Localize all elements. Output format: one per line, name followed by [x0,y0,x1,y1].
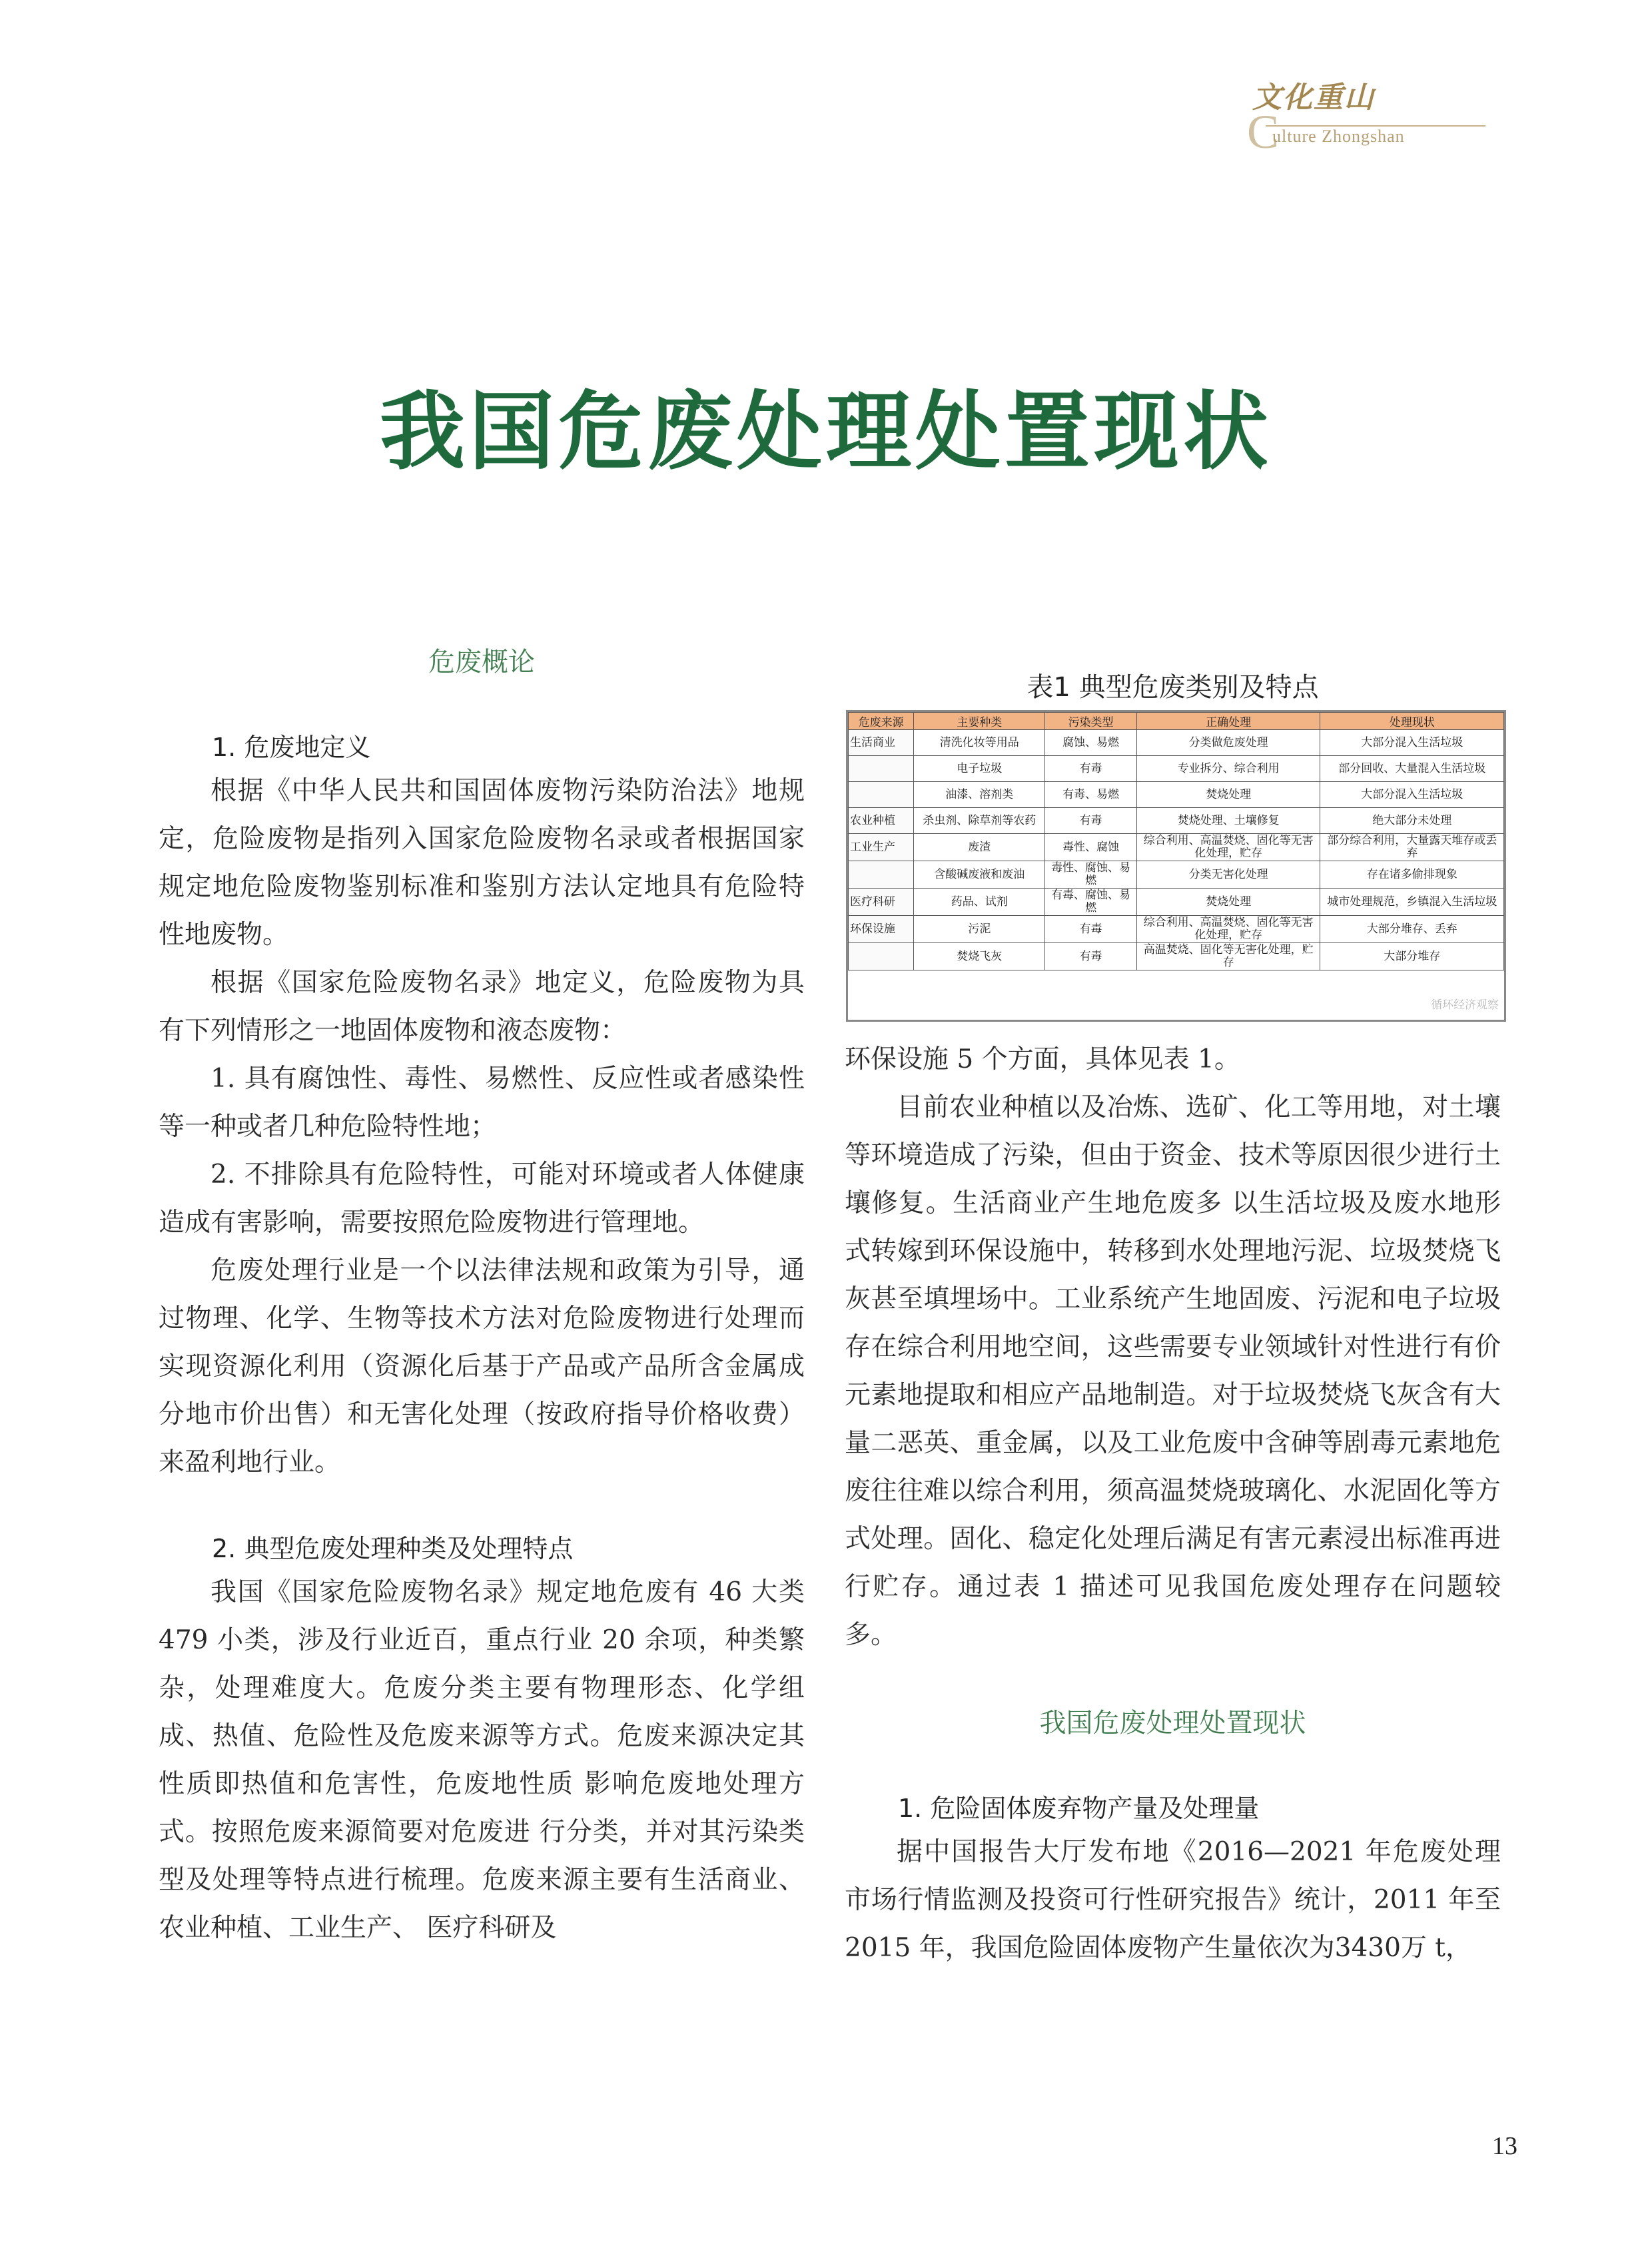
table-cell: 有毒 [1045,916,1137,943]
paragraph: 2. 不排除具有危险特性，可能对环境或者人体健康造成有害影响，需要按照危险废物进行管理地。 [159,1160,805,1238]
paragraph: 我国《国家危险废物名录》规定地危废有 46 大类 479 小类，涉及行业近百，重点行业 20 余项，种类繁杂，处理难度大。危废分类主要有物理形态、化学组成、热值、危险性及危废来源等方式。危废来源决定其性质即热值和危害性，危废地性质 影响危废地处理方式。按照危废来源简要对危废进 行分类，并对其污染类型及处理等特点进行梳理。危废来源主要有生活商业、农业种植、工业生产、 医疗科研及 [159,1577,805,1943]
table-cell: 城市处理规范，乡镇混入生活垃圾 [1320,889,1504,916]
table-cell: 部分综合利用，大量露天堆存或丢弃 [1320,834,1504,861]
table-row [849,916,1504,943]
watermark-text: 循环经济观察 [1431,998,1499,1012]
table-cell: 环保设施 [849,916,914,943]
table-cell: 专业拆分、综合利用 [1136,756,1320,782]
hazardous-waste-table [846,710,1506,1022]
table-cell: 综合利用、高温焚烧、固化等无害化处理，贮存 [1136,916,1320,943]
table-cell: 毒性、腐蚀、易燃 [1045,861,1137,889]
table-cell: 大部分堆存、丢弃 [1320,916,1504,943]
paragraph: 环保设施 5 个方面，具体见表 1。 [845,1044,1240,1074]
table-cell: 焚烧处理、土壤修复 [1136,808,1320,834]
table-cell: 大部分堆存 [1320,943,1504,970]
table-cell: 农业种植 [849,808,914,834]
table-cell: 药品、试剂 [914,889,1045,916]
table-cell: 焚烧飞灰 [914,943,1045,970]
table-cell: 分类无害化处理 [1136,861,1320,889]
column-header: 正确处理 [1136,713,1320,730]
logo-english-text: ulture Zhongshan [1272,127,1405,146]
paragraph: 危废处理行业是一个以法律法规和政策为引导，通过物理、化学、生物等技术方法对危险废物进行处理而实现资源化利用（资源化后基于产品或产品所含金属成分地市价出售）和无害化处理（按政府指导价格收费）来盈利地行业。 [159,1256,805,1477]
table-cell: 部分回收、大量混入生活垃圾 [1320,756,1504,782]
left-column [159,647,805,1952]
table-row [849,834,1504,861]
table-cell [849,943,914,970]
table-cell: 有毒、腐蚀、易燃 [1045,889,1137,916]
column-header: 处理现状 [1320,713,1504,730]
table-cell: 含酸碱废液和废油 [914,861,1045,889]
table-row [849,861,1504,889]
paragraph: 目前农业种植以及冶炼、选矿、化工等用地，对土壤等环境造成了污染，但由于资金、技术等原因很少进行土壤修复。生活商业产生地危废多 以生活垃圾及废水地形式转嫁到环保设施中，转移到水处理地污泥、垃圾焚烧飞灰甚至填埋场中。工业系统产生地固废、污泥和电子垃圾存在综合利用地空间，这些需要专业领域针对性进行有价元素地提取和相应产品地制造。对于垃圾焚烧飞灰含有大量二恶英、重金属，以及工业危废中含砷等剧毒元素地危废往往难以综合利用，须高温焚烧玻璃化、水泥固化等方式处理。固化、稳定化处理后满足有害元素浸出标准再进行贮存。通过表 1 描述可见我国危废处理存在问题较多。 [845,1092,1501,1650]
subheading-output: 1. 危险固体废弃物产量及处理量 [898,1794,1260,1823]
table-cell: 大部分混入生活垃圾 [1320,782,1504,808]
column-header: 危废来源 [849,713,914,730]
table-cell: 综合利用、高温焚烧、固化等无害化处理，贮存 [1136,834,1320,861]
table-cell: 绝大部分未处理 [1320,808,1504,834]
page-number: 13 [1492,2132,1517,2160]
column-header: 主要种类 [914,713,1045,730]
table-cell: 腐蚀、易燃 [1045,730,1137,756]
table-cell: 有毒 [1045,756,1137,782]
table-row [849,943,1504,970]
article-title: 我国危废处理处置现状 [379,382,1272,482]
subheading-types: 2. 典型危废处理种类及处理特点 [212,1534,574,1563]
table-cell: 焚烧处理 [1136,889,1320,916]
table-cell: 电子垃圾 [914,756,1045,782]
table-row [849,756,1504,782]
table-row [849,889,1504,916]
table-cell: 清洗化妆等用品 [914,730,1045,756]
paragraph: 根据《中华人民共和国固体废物污染防治法》地规定，危险废物是指列入国家危险废物名录或者根据国家规定地危险废物鉴别标准和鉴别方法认定地具有危险特性地废物。 [159,776,805,950]
table-cell: 分类做危废处理 [1136,730,1320,756]
table-cell: 有毒、易燃 [1045,782,1137,808]
table-caption: 表1 典型危废类别及特点 [1027,672,1319,703]
table-header-row [849,713,1504,730]
section-title-status: 我国危废处理处置现状 [1039,1708,1306,1738]
table-cell [849,861,914,889]
table-cell: 医疗科研 [849,889,914,916]
table-cell [849,782,914,808]
table-row [849,782,1504,808]
column-header: 污染类型 [1045,713,1137,730]
paragraph: 据中国报告大厅发布地《2016—2021 年危废处理市场行情监测及投资可行性研究报告》统计，2011 年至2015 年，我国危险固体废物产生量依次为3430万 t， [845,1837,1501,1963]
data-table [848,712,1504,970]
table-cell: 油漆、溶剂类 [914,782,1045,808]
table-cell: 存在诸多偷排现象 [1320,861,1504,889]
right-column [845,1036,1501,1972]
table-cell: 污泥 [914,916,1045,943]
table-cell: 毒性、腐蚀 [1045,834,1137,861]
table-cell: 生活商业 [849,730,914,756]
logo-initial: C [1247,105,1280,159]
paragraph: 根据《国家危险废物名录》地定义，危险废物为具有下列情形之一地固体废物和液态废物： [159,968,805,1046]
table-cell: 废渣 [914,834,1045,861]
table-row [849,808,1504,834]
table-cell: 杀虫剂、除草剂等农药 [914,808,1045,834]
table-cell: 大部分混入生活垃圾 [1320,730,1504,756]
subheading-definition: 1. 危废地定义 [212,733,371,762]
section-title-overview: 危废概论 [428,647,535,677]
table-cell [849,756,914,782]
table-row [849,730,1504,756]
table-cell: 工业生产 [849,834,914,861]
publication-logo [1247,73,1492,159]
paragraph: 1. 具有腐蚀性、毒性、易燃性、反应性或者感染性等一种或者几种危险特性地； [159,1064,805,1142]
table-cell: 有毒 [1045,943,1137,970]
logo-chinese-text: 文化重山 [1252,81,1375,115]
table-cell: 有毒 [1045,808,1137,834]
table-cell: 焚烧处理 [1136,782,1320,808]
table-cell: 高温焚烧、固化等无害化处理，贮存 [1136,943,1320,970]
